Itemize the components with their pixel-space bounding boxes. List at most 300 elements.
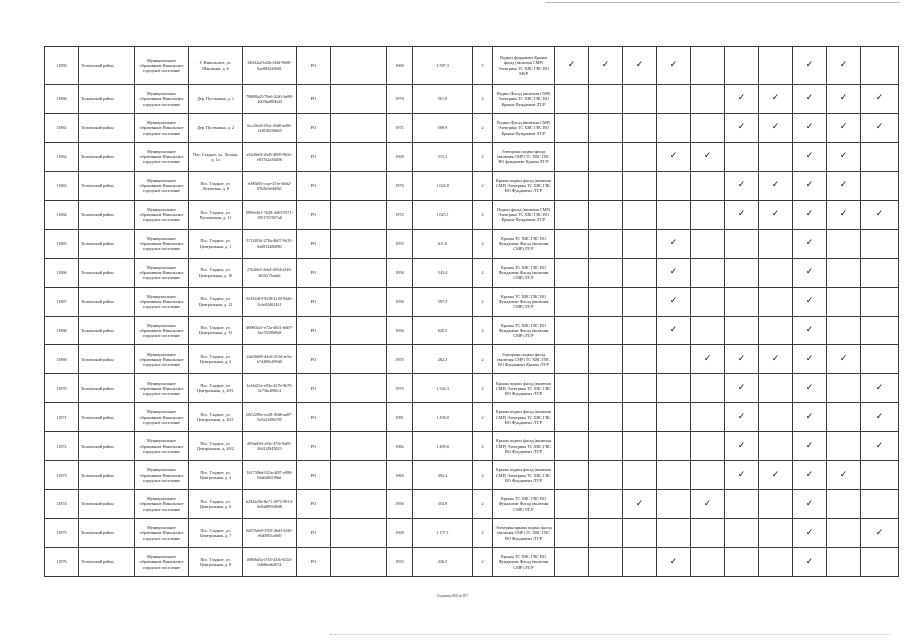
check-mark-icon: ✓ (669, 324, 678, 335)
check-mark-icon: ✓ (567, 60, 576, 70)
work-check-cell (691, 403, 725, 432)
build-year: 1968 (387, 519, 413, 548)
work-check-cell (827, 374, 861, 403)
check-mark-icon: ✓ (805, 60, 814, 70)
work-check-cell (725, 85, 759, 114)
building-area: 1 544,3 (413, 374, 473, 403)
empty-cell (331, 345, 387, 374)
priority-number: 2 (473, 142, 493, 171)
work-check-cell (725, 490, 759, 519)
work-check-cell (589, 287, 623, 316)
empty-cell (331, 171, 387, 200)
work-check-cell (691, 316, 725, 345)
work-check-cell (725, 171, 759, 200)
work-check-cell (827, 113, 861, 142)
check-mark-icon: ✓ (737, 180, 746, 191)
work-check-cell (725, 461, 759, 490)
work-check-cell (623, 403, 657, 432)
check-mark-icon: ✓ (805, 151, 814, 162)
fund-form: РО (297, 345, 331, 374)
check-mark-icon: ✓ (737, 353, 746, 364)
work-check-cell (657, 287, 691, 316)
work-check-cell (555, 548, 589, 577)
building-guid: 6ff4f2a2-bf2b-4f4d-9b08-0aa984426b81 (243, 47, 297, 85)
work-check-cell (827, 345, 861, 374)
priority-number: 2 (473, 519, 493, 548)
work-check-cell (691, 519, 725, 548)
empty-cell (331, 548, 387, 577)
work-check-cell (793, 432, 827, 461)
priority-number: 2 (473, 229, 493, 258)
district-name: Тосненский район (79, 85, 135, 114)
work-check-cell (793, 171, 827, 200)
record-id: 11869 (45, 345, 79, 374)
page-footer: Страница 860 из 857 (436, 594, 469, 598)
table-row (45, 461, 899, 490)
building-guid: d89602a7-e72a-4651-b607-6ec78390f8a8 (243, 316, 297, 345)
work-check-cell (861, 229, 899, 258)
work-check-cell (793, 200, 827, 229)
work-check-cell (657, 490, 691, 519)
building-guid: b2942d5b-8e71-4972-8014-0e0a8895d9d8 (243, 490, 297, 519)
building-address: Пос. Гладкое, ул. Центральная, д. 8 (189, 548, 243, 577)
work-check-cell (623, 229, 657, 258)
building-area: 561,9 (413, 85, 473, 114)
building-guid: 27b26b5-2eb4-4034-a346-2b92c7baab2 (243, 258, 297, 287)
work-check-cell (555, 229, 589, 258)
record-id: 11866 (45, 258, 79, 287)
work-check-cell (657, 85, 691, 114)
work-check-cell (589, 200, 623, 229)
building-area: 597,3 (413, 287, 473, 316)
district-name: Тосненский район (79, 200, 135, 229)
work-check-cell (759, 287, 793, 316)
table-row (45, 258, 899, 287)
work-check-cell (589, 316, 623, 345)
check-mark-icon: ✓ (771, 469, 780, 480)
table-row (45, 287, 899, 316)
work-check-cell (861, 258, 899, 287)
work-check-cell (691, 113, 725, 142)
work-check-cell (861, 316, 899, 345)
work-check-cell (725, 374, 759, 403)
check-mark-icon: ✓ (805, 440, 814, 451)
empty-cell (331, 47, 387, 85)
work-check-cell (657, 432, 691, 461)
building-guid: 2da38e85-d4c6-453d-ae5a-b7d488c499d0 (243, 345, 297, 374)
work-check-cell (725, 47, 759, 85)
works-list: Крыша подвал фасад (включая СМР) Электрика ТС ХВС ГВС ВО Фундамент ЛТ/Р (493, 374, 555, 403)
building-guid: 6cc25fe6-f9ce-45d0-ae06-14f818258665 (243, 113, 297, 142)
build-year: 1955 (387, 345, 413, 374)
municipality-name: Муниципальное образование Никольское городское поселение (135, 171, 189, 200)
works-list: Крыша ТС ХВС ГВС ВО Фундамент Фасад (включая СМР) ЛТ/Р (493, 229, 555, 258)
check-mark-icon: ✓ (875, 440, 884, 451)
building-address: Пос. Гладкое, ул. Центральная, д. 6 (189, 490, 243, 519)
work-check-cell (759, 229, 793, 258)
works-list: Крыша подвал фасад (включая СМР) Электрика ТС ХВС ГВС ВО Фундамент ЛТ/Р (493, 403, 555, 432)
building-address: Пос. Гладкое, ул. Центральная, д. 20/1 (189, 374, 243, 403)
work-check-cell (657, 47, 691, 85)
district-name: Тосненский район (79, 142, 135, 171)
district-name: Тосненский район (79, 287, 135, 316)
building-guid: 6d576eb9-3595-46d5-b5f0-e6d0f95ca6d0 (243, 519, 297, 548)
table-row (45, 229, 899, 258)
check-mark-icon: ✓ (771, 180, 780, 191)
work-check-cell (861, 200, 899, 229)
works-list: Крыша подвал фасад (включая СМР) Электрика ТС ХВС ГВС ВО Фундамент ЛТ/Р (493, 432, 555, 461)
check-mark-icon: ✓ (805, 382, 814, 393)
work-check-cell (793, 403, 827, 432)
table-row (45, 403, 899, 432)
check-mark-icon: ✓ (875, 93, 884, 104)
building-area: 569,9 (413, 113, 473, 142)
work-check-cell (861, 171, 899, 200)
record-id: 11876 (45, 548, 79, 577)
empty-cell (331, 316, 387, 345)
check-mark-icon: ✓ (839, 209, 848, 220)
check-mark-icon: ✓ (635, 60, 644, 70)
work-check-cell (861, 490, 899, 519)
check-mark-icon: ✓ (805, 324, 814, 335)
building-area: 436,5 (413, 548, 473, 577)
check-mark-icon: ✓ (771, 122, 780, 133)
work-check-cell (759, 490, 793, 519)
work-check-cell (691, 85, 725, 114)
table-row (45, 171, 899, 200)
building-area: 282,3 (413, 345, 473, 374)
check-mark-icon: ✓ (805, 556, 814, 567)
district-name: Тосненский район (79, 229, 135, 258)
district-name: Тосненский район (79, 461, 135, 490)
district-name: Тосненский район (79, 519, 135, 548)
work-check-cell (827, 432, 861, 461)
work-check-cell (657, 171, 691, 200)
municipality-name: Муниципальное образование Никольское городское поселение (135, 229, 189, 258)
check-mark-icon: ✓ (703, 151, 712, 162)
empty-cell (331, 229, 387, 258)
work-check-cell (589, 229, 623, 258)
record-id: 11864 (45, 200, 79, 229)
building-guid: 79608b43-79e6-42d1-be88-4003bd9f0bd4 (243, 85, 297, 114)
check-mark-icon: ✓ (839, 353, 848, 364)
work-check-cell (759, 403, 793, 432)
work-check-cell (691, 345, 725, 374)
work-check-cell (691, 171, 725, 200)
building-address: Пос. Гладкое, ул. Центральная, д. 20/1 (189, 403, 243, 432)
fund-form: РО (297, 85, 331, 114)
priority-number: 2 (473, 490, 493, 519)
priority-number: 5 (473, 47, 493, 85)
build-year: 1971 (387, 113, 413, 142)
building-area: 492,4 (413, 461, 473, 490)
record-id: 11871 (45, 403, 79, 432)
work-check-cell (861, 374, 899, 403)
fund-form: РО (297, 403, 331, 432)
municipality-name: Муниципальное образование Никольское городское поселение (135, 85, 189, 114)
empty-cell (331, 461, 387, 490)
work-check-cell (793, 461, 827, 490)
building-address: Г. Никольское, ул. Школьная, д. 6 (189, 47, 243, 85)
check-mark-icon: ✓ (669, 238, 678, 249)
build-year: 1955 (387, 229, 413, 258)
building-address: Пос. Гладкое, ул. Центральная, д. 1 (189, 229, 243, 258)
works-list: Крыша подвал фасад (включая СМР) Электрика ТС ХВС ГВС ВО Фундамент ЛТ/Р (493, 461, 555, 490)
work-check-cell (657, 200, 691, 229)
work-check-cell (725, 519, 759, 548)
empty-cell (331, 490, 387, 519)
check-mark-icon: ✓ (669, 151, 678, 162)
work-check-cell (623, 287, 657, 316)
register-body (45, 47, 899, 577)
priority-number: 2 (473, 374, 493, 403)
fund-form: РО (297, 142, 331, 171)
municipality-name: Муниципальное образование Никольское городское поселение (135, 47, 189, 85)
work-check-cell (657, 345, 691, 374)
fund-form: РО (297, 229, 331, 258)
work-check-cell (827, 47, 861, 85)
fund-form: РО (297, 461, 331, 490)
record-id: 11875 (45, 519, 79, 548)
work-check-cell (861, 85, 899, 114)
work-check-cell (691, 461, 725, 490)
district-name: Тосненский район (79, 171, 135, 200)
work-check-cell (657, 519, 691, 548)
check-mark-icon: ✓ (737, 382, 746, 393)
works-list: Крыша подвал фасад (включая СМР) Электрика ТС ХВС ГВС ВО Фундамент ЛТ/Р (493, 171, 555, 200)
district-name: Тосненский район (79, 258, 135, 287)
empty-cell (331, 142, 387, 171)
work-check-cell (861, 461, 899, 490)
work-check-cell (657, 113, 691, 142)
priority-number: 2 (473, 171, 493, 200)
work-check-cell (589, 171, 623, 200)
work-check-cell (589, 490, 623, 519)
work-check-cell (793, 345, 827, 374)
work-check-cell (555, 403, 589, 432)
top-rule (545, 2, 900, 3)
fund-form: РО (297, 374, 331, 403)
check-mark-icon: ✓ (703, 353, 712, 364)
table-row (45, 374, 899, 403)
record-id: 11870 (45, 374, 79, 403)
building-area: 1 025,1 (413, 200, 473, 229)
building-area: 354,9 (413, 490, 473, 519)
fund-form: РО (297, 200, 331, 229)
work-check-cell (623, 548, 657, 577)
check-mark-icon: ✓ (601, 60, 610, 70)
municipality-name: Муниципальное образование Никольское городское поселение (135, 287, 189, 316)
work-check-cell (827, 171, 861, 200)
empty-cell (331, 85, 387, 114)
works-list: Электрика подвал фасад (включая СМР) ТС ХВС ГВС ВО фундамент Крыша ЛТ/Р (493, 142, 555, 171)
work-check-cell (725, 432, 759, 461)
work-check-cell (691, 548, 725, 577)
work-check-cell (589, 548, 623, 577)
check-mark-icon: ✓ (805, 122, 814, 133)
table-row (45, 316, 899, 345)
works-list: Электрика подвал фасад (включая СМР) ТС ХВС ГВС ВО Фундамент Крыша ЛТ/Р (493, 345, 555, 374)
building-address: Пос. Гладкое, ул. Пустынская, д. 11 (189, 200, 243, 229)
municipality-name: Муниципальное образование Никольское городское поселение (135, 548, 189, 577)
work-check-cell (555, 47, 589, 85)
check-mark-icon: ✓ (839, 122, 848, 133)
work-check-cell (861, 432, 899, 461)
build-year: 1979 (387, 374, 413, 403)
work-check-cell (555, 142, 589, 171)
check-mark-icon: ✓ (771, 353, 780, 364)
work-check-cell (759, 47, 793, 85)
work-check-cell (589, 374, 623, 403)
building-address: Дер. Пустынька, д. 1 (189, 85, 243, 114)
record-id: 11868 (45, 316, 79, 345)
work-check-cell (691, 432, 725, 461)
work-check-cell (725, 113, 759, 142)
record-id: 11861 (45, 113, 79, 142)
work-check-cell (793, 142, 827, 171)
table-row (45, 113, 899, 142)
work-check-cell (589, 519, 623, 548)
check-mark-icon: ✓ (805, 209, 814, 220)
district-name: Тосненский район (79, 374, 135, 403)
works-list: Подвал Фасад (включая СМР) Электрика ТС ХВС ГВС ВО Крыша Фундамент ЛТ/Р (493, 85, 555, 114)
check-mark-icon: ✓ (805, 498, 814, 509)
check-mark-icon: ✓ (875, 382, 884, 393)
work-check-cell (623, 461, 657, 490)
works-list: Крыша ТС ХВС ГВС ВО Фундамент Фасад (включая СМР) ЛТ/Р (493, 287, 555, 316)
work-check-cell (555, 85, 589, 114)
work-check-cell (623, 519, 657, 548)
building-guid: f6806d3a-f165-43fb-9244-0d6fbeab2674 (243, 548, 297, 577)
municipality-name: Муниципальное образование Никольское городское поселение (135, 403, 189, 432)
build-year: 1981 (387, 403, 413, 432)
fund-form: РО (297, 490, 331, 519)
work-check-cell (657, 316, 691, 345)
building-guid: e090b93-ccae-47ee-b0d2-07b5b9e9d0b1 (243, 171, 297, 200)
work-check-cell (623, 345, 657, 374)
work-check-cell (827, 229, 861, 258)
housing-register-table (44, 46, 899, 577)
municipality-name: Муниципальное образование Никольское городское поселение (135, 432, 189, 461)
building-area: 515,2 (413, 142, 473, 171)
building-guid: d90ad0f3-a9fe-47fb-9a00-3641f2845823 (243, 432, 297, 461)
building-address: Пос. Гладкое, ул. Центральная, д. 2 (189, 345, 243, 374)
work-check-cell (657, 374, 691, 403)
work-check-cell (827, 142, 861, 171)
check-mark-icon: ✓ (737, 411, 746, 422)
priority-number: 2 (473, 403, 493, 432)
check-mark-icon: ✓ (635, 498, 644, 509)
work-check-cell (725, 229, 759, 258)
work-check-cell (759, 461, 793, 490)
work-check-cell (691, 374, 725, 403)
priority-number: 2 (473, 258, 493, 287)
work-check-cell (759, 171, 793, 200)
fund-form: РО (297, 316, 331, 345)
building-guid: e52d9e0f-2bd5-4809-9b5e-e837d2a36406 (243, 142, 297, 171)
work-check-cell (623, 142, 657, 171)
work-check-cell (555, 432, 589, 461)
work-check-cell (827, 85, 861, 114)
table-row (45, 200, 899, 229)
work-check-cell (827, 316, 861, 345)
priority-number: 2 (473, 287, 493, 316)
municipality-name: Муниципальное образование Никольское городское поселение (135, 200, 189, 229)
work-check-cell (759, 258, 793, 287)
district-name: Тосненский район (79, 432, 135, 461)
empty-cell (331, 519, 387, 548)
fund-form: РО (297, 258, 331, 287)
work-check-cell (725, 345, 759, 374)
build-year: 1960 (387, 461, 413, 490)
work-check-cell (555, 490, 589, 519)
check-mark-icon: ✓ (839, 469, 848, 480)
record-id: 11860 (45, 85, 79, 114)
check-mark-icon: ✓ (805, 527, 814, 538)
work-check-cell (623, 171, 657, 200)
work-check-cell (657, 403, 691, 432)
work-check-cell (657, 229, 691, 258)
record-id: 11872 (45, 432, 79, 461)
work-check-cell (725, 142, 759, 171)
building-address: Пос. Гладкое, ул. Центральная, д. 3 (189, 461, 243, 490)
priority-number: 2 (473, 432, 493, 461)
table-row (45, 47, 899, 85)
fund-form: РО (297, 47, 331, 85)
work-check-cell (827, 490, 861, 519)
municipality-name: Муниципальное образование Никольское городское поселение (135, 461, 189, 490)
check-mark-icon: ✓ (805, 469, 814, 480)
priority-number: 2 (473, 548, 493, 577)
check-mark-icon: ✓ (805, 411, 814, 422)
work-check-cell (555, 200, 589, 229)
record-id: 11863 (45, 171, 79, 200)
build-year: 1982 (387, 432, 413, 461)
municipality-name: Муниципальное образование Никольское городское поселение (135, 258, 189, 287)
work-check-cell (827, 200, 861, 229)
building-address: Дер. Пустынька, д. 2 (189, 113, 243, 142)
building-area: 1 458,0 (413, 403, 473, 432)
check-mark-icon: ✓ (669, 267, 678, 278)
building-area: 3 597,3 (413, 47, 473, 85)
building-guid: 5712f03d-270a-4b07-9d15-0a081248d981 (243, 229, 297, 258)
work-check-cell (759, 113, 793, 142)
work-check-cell (793, 374, 827, 403)
work-check-cell (657, 461, 691, 490)
work-check-cell (555, 171, 589, 200)
check-mark-icon: ✓ (669, 296, 678, 307)
works-list: Подвал фасад (включая СМР) Электрика ТС ХВС ГВС ВО Крыша Фундамент ЛТ/Р (493, 200, 555, 229)
work-check-cell (793, 287, 827, 316)
check-mark-icon: ✓ (669, 60, 678, 70)
check-mark-icon: ✓ (771, 93, 780, 104)
check-mark-icon: ✓ (875, 209, 884, 220)
work-check-cell (555, 519, 589, 548)
work-check-cell (555, 461, 589, 490)
work-check-cell (555, 287, 589, 316)
work-check-cell (623, 374, 657, 403)
fund-form: РО (297, 519, 331, 548)
work-check-cell (793, 316, 827, 345)
build-year: 1969 (387, 47, 413, 85)
building-address: Пос. Гладкое, ул. Центральная, д. 12 (189, 287, 243, 316)
building-address: Пос. Гладкое, ул. Центральная, д. 20/2 (189, 432, 243, 461)
work-check-cell (759, 345, 793, 374)
work-check-cell (861, 113, 899, 142)
building-guid: 161739bd-923a-4f87-a998-b6a0d82196bf (243, 461, 297, 490)
priority-number: 2 (473, 345, 493, 374)
building-area: 1 024,8 (413, 171, 473, 200)
